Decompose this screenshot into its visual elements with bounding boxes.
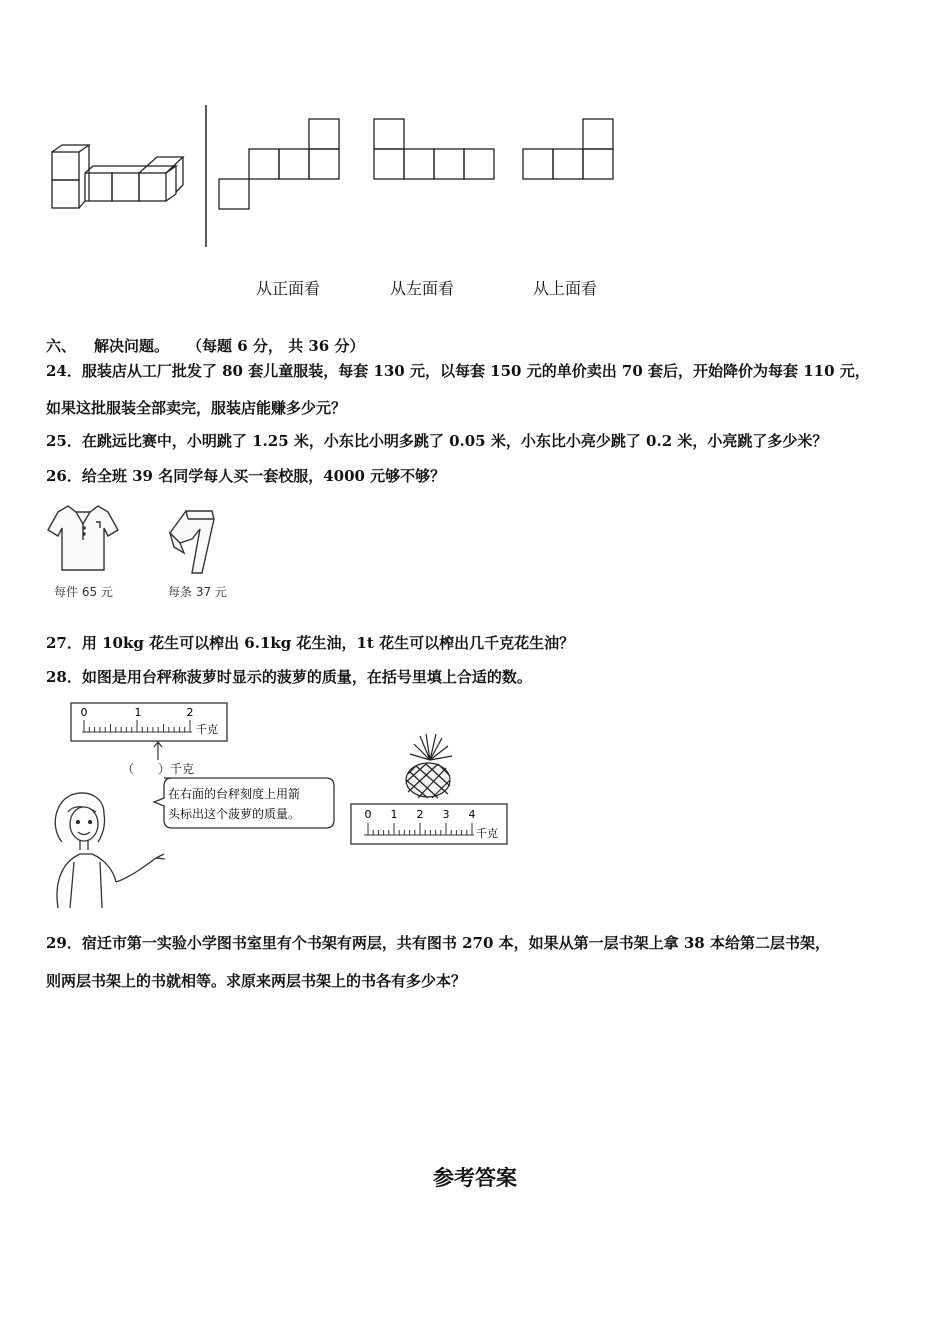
scale-2-unit: 千克 <box>476 827 498 840</box>
block-views-figure <box>40 95 640 255</box>
scale-1-answer-blank: （ ）千克 <box>122 762 195 776</box>
question-24-line-1: 24．服装店从工厂批发了 80 套儿童服装，每套 130 元，以每套 150 元的单价卖出 70 套后，开始降价为每套 110 元， <box>46 362 870 380</box>
pants-price-caption: 每条 37 元 <box>168 585 227 599</box>
section-title: 解决问题。 <box>94 337 170 355</box>
section-heading <box>46 335 364 356</box>
question-25: 25．在跳远比赛中，小明跳了 1.25 米，小东比小明多跳了 0.05 米，小东比小亮少跳了 0.2 米，小亮跳了多少米？ <box>46 432 828 450</box>
scale-2-tick-2: 2 <box>416 808 424 821</box>
question-26: 26．给全班 39 名同学每人买一套校服，4000 元够不够？ <box>46 467 446 485</box>
scale-1-tick-1: 1 <box>134 706 142 719</box>
question-29-line-2: 则两层书架上的书就相等。求原来两层书架上的书各有多少本？ <box>46 972 467 990</box>
scale-1-pointer <box>151 740 165 762</box>
scale-1-unit: 千克 <box>196 723 218 736</box>
top-view-grid <box>523 119 613 179</box>
left-view-grid <box>374 119 494 179</box>
front-view-grid <box>219 119 339 209</box>
speech-bubble <box>150 776 340 836</box>
scale-1-tick-0: 0 <box>80 706 88 719</box>
scale-2-tick-3: 3 <box>442 808 450 821</box>
shirt-price-caption: 每件 65 元 <box>54 585 113 599</box>
top-view-label: 从上面看 <box>533 279 598 298</box>
left-view-label: 从左面看 <box>390 279 455 298</box>
scale-2-dial <box>350 803 510 845</box>
speech-line-2: 头标出这个菠萝的质量。 <box>168 807 301 821</box>
question-29-line-1: 29．宿迁市第一实验小学图书室里有个书架有两层，共有图书 270 本，如果从第一层书架上拿 38 本给第二层书架， <box>46 934 830 952</box>
question-28: 28．如图是用台秤称菠萝时显示的菠萝的质量，在括号里填上合适的数。 <box>46 668 532 686</box>
pants-image <box>164 505 224 577</box>
pineapple-image <box>398 732 462 800</box>
scale-2-tick-4: 4 <box>468 808 476 821</box>
shirt-image <box>44 500 120 576</box>
front-view-label: 从正面看 <box>256 279 321 298</box>
scale-2-tick-0: 0 <box>364 808 372 821</box>
scale-1-dial <box>70 702 230 742</box>
answer-section-title: 参考答案 <box>433 1166 517 1190</box>
scale-1-tick-2: 2 <box>186 706 194 719</box>
speech-line-1: 在右面的台秤刻度上用箭 <box>168 787 301 801</box>
section-note: （每题 6 分， 共 36 分） <box>187 337 365 355</box>
question-27: 27．用 10kg 花生可以榨出 6.1kg 花生油，1t 花生可以榨出几千克花生油？ <box>46 634 575 652</box>
section-number: 六、 <box>46 337 77 355</box>
scale-2-tick-1: 1 <box>390 808 398 821</box>
question-24-line-2: 如果这批服装全部卖完，服装店能赚多少元？ <box>46 399 347 417</box>
cube-stack-drawing <box>52 145 183 208</box>
